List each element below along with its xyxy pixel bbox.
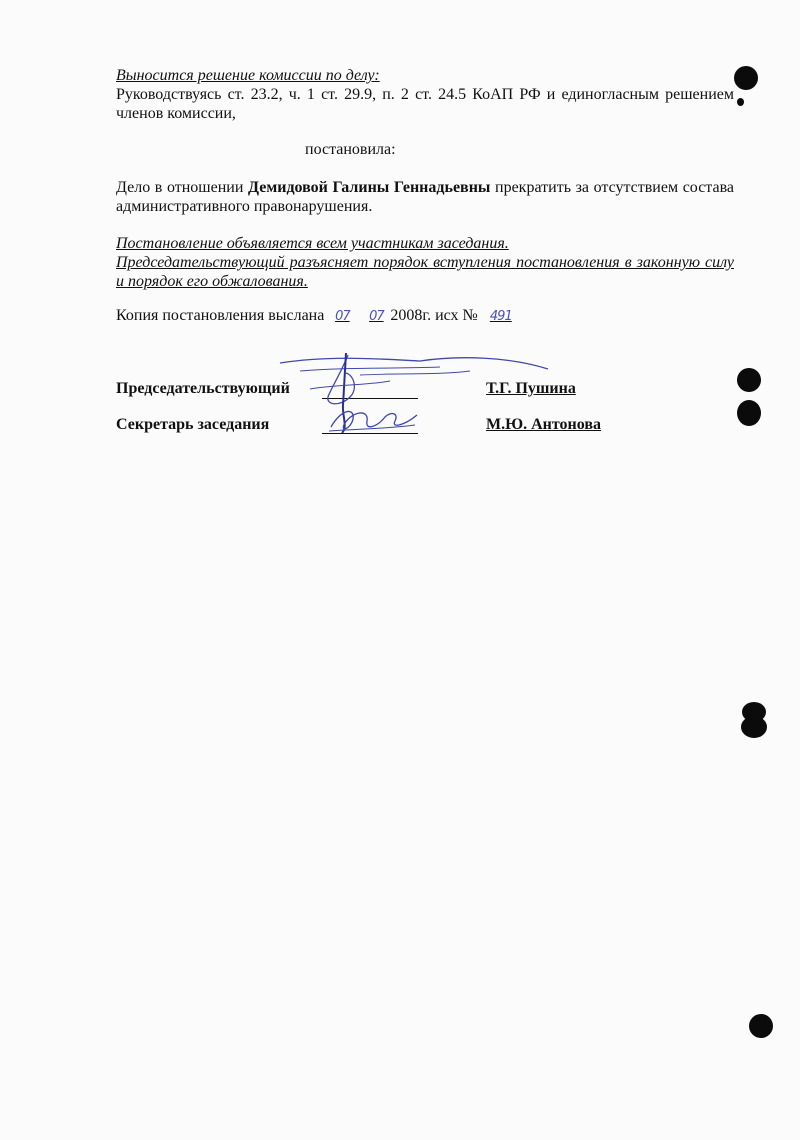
announcement-line-2: Председательствующий разъясняет порядок вступления постановления в законную силу <box>116 254 734 271</box>
decision-line-1: Руководствуясь ст. 23.2, ч. 1 ст. 29.9, п. 2 ст. 24.5 КоАП РФ и единогласным решением <box>116 86 734 103</box>
copy-section <box>116 306 734 326</box>
copy-month-field <box>362 306 390 326</box>
secretary-handwritten-signature <box>325 403 425 437</box>
secretary-name: М.Ю. Антонова <box>486 416 601 433</box>
ruling-person: Демидовой Галины Геннадьевны <box>248 179 491 196</box>
punch-hole <box>737 368 761 392</box>
announcement-section <box>116 234 734 291</box>
punch-hole <box>749 1014 773 1038</box>
copy-prefix: Копия постановления выслана <box>116 307 325 324</box>
punch-hole <box>741 716 767 738</box>
copy-day: 07 <box>335 309 350 324</box>
resolved-section <box>305 140 505 159</box>
ruling-prefix: Дело в отношении <box>116 179 244 196</box>
copy-day-field <box>328 306 356 326</box>
punch-hole <box>734 66 758 90</box>
ruling-line-1 <box>116 178 734 197</box>
copy-year-text: 2008г. исх № <box>390 307 478 324</box>
chair-label: Председательствующий <box>116 380 290 397</box>
chair-name: Т.Г. Пушина <box>486 380 576 397</box>
copy-line <box>116 306 734 326</box>
decision-section <box>116 66 734 123</box>
punch-hole <box>737 400 761 426</box>
ruling-line-2: административного правонарушения. <box>116 198 373 215</box>
copy-number: 491 <box>489 309 512 324</box>
announcement-line-1: Постановление объявляется всем участникам заседания. <box>116 235 509 252</box>
resolved-word: постановила: <box>305 141 396 158</box>
ruling-suffix: прекратить за отсутствием состава <box>495 179 735 196</box>
announcement-line-3: и порядок его обжалования. <box>116 273 308 290</box>
secretary-label: Секретарь заседания <box>116 416 270 433</box>
copy-month: 07 <box>369 309 384 324</box>
decision-heading: Выносится решение комиссии по делу: <box>116 67 380 84</box>
ruling-section <box>116 178 734 216</box>
punch-hole <box>737 98 744 106</box>
copy-number-field <box>478 306 524 326</box>
decision-line-2: членов комиссии, <box>116 105 236 122</box>
